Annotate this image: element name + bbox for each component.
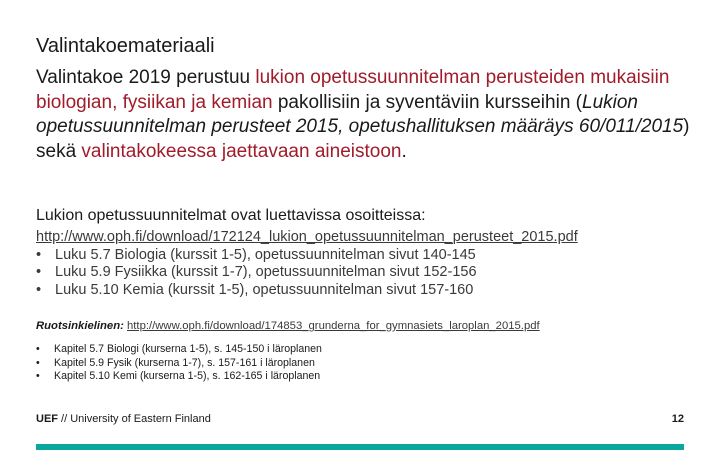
footer-accent-bar: [36, 444, 684, 450]
intro-italic-reference: Lukion opetussuunnitelman perusteet 2015, opetushallituksen määräys 60/011/2015: [36, 91, 684, 137]
bullet-icon: •: [36, 370, 40, 382]
swedish-curriculum-link[interactable]: http://www.oph.fi/download/174853_grunderna_for_gymnasiets_laroplan_2015.pdf: [127, 320, 540, 332]
intro-highlight-1: lukion opetussuunnitelman perusteiden mukaisiin biologian, fysiikan ja kemian: [36, 67, 670, 113]
intro-text-3: ) sekä: [36, 116, 690, 162]
bullet-icon: •: [36, 264, 42, 281]
intro-text-4: .: [401, 140, 407, 162]
intro-text-2: pakollisiin ja syventäviin kursseihin (: [272, 91, 582, 113]
subheading: Lukion opetussuunnitelmat ovat luettavissa osoitteissa:: [36, 207, 426, 224]
curriculum-link[interactable]: http://www.oph.fi/download/172124_lukion_opetussuunnitelman_perusteet_2015.pdf: [36, 229, 578, 245]
swedish-link-line: [36, 320, 540, 332]
list-item: [36, 247, 578, 265]
footer-organization: [36, 413, 211, 425]
bullet-text: Kapitel 5.9 Fysik (kurserna 1-7), s. 157-161 i läroplanen: [54, 356, 315, 369]
finnish-links: [36, 229, 578, 299]
list-item: [36, 370, 322, 384]
bullet-icon: •: [36, 343, 40, 355]
footer-separator: //: [58, 413, 71, 425]
bullet-icon: •: [36, 281, 42, 298]
intro-highlight-2: valintakokeessa jaettavaan aineistoon: [81, 140, 402, 162]
list-item: [36, 282, 578, 300]
bullet-icon: •: [36, 356, 40, 369]
page-number: 12: [671, 413, 684, 425]
list-item: [36, 357, 322, 371]
footer-org-abbrev: UEF: [36, 413, 58, 425]
intro-paragraph: [36, 66, 696, 164]
slide-title: Valintakoemateriaali: [36, 35, 215, 57]
bullet-text: Kapitel 5.10 Kemi (kurserna 1-5), s. 162-165 i läroplanen: [54, 370, 321, 382]
intro-text-1: Valintakoe 2019 perustuu: [36, 67, 256, 88]
list-item: [36, 264, 578, 282]
swedish-label: Ruotsinkielinen:: [36, 320, 124, 332]
bullet-text: Luku 5.9 Fysiikka (kurssit 1-7), opetussuunnitelman sivut 152-156: [55, 264, 477, 281]
list-item: [36, 343, 322, 357]
bullet-text: Luku 5.7 Biologia (kurssit 1-5), opetussuunnitelman sivut 140-145: [55, 246, 476, 263]
bullet-icon: •: [36, 246, 42, 263]
footer-org-name: University of Eastern Finland: [70, 413, 211, 425]
bullet-text: Luku 5.10 Kemia (kurssit 1-5), opetussuunnitelman sivut 157-160: [55, 281, 474, 298]
swedish-bullets: [36, 343, 322, 384]
bullet-text: Kapitel 5.7 Biologi (kurserna 1-5), s. 145-150 i läroplanen: [54, 343, 322, 355]
